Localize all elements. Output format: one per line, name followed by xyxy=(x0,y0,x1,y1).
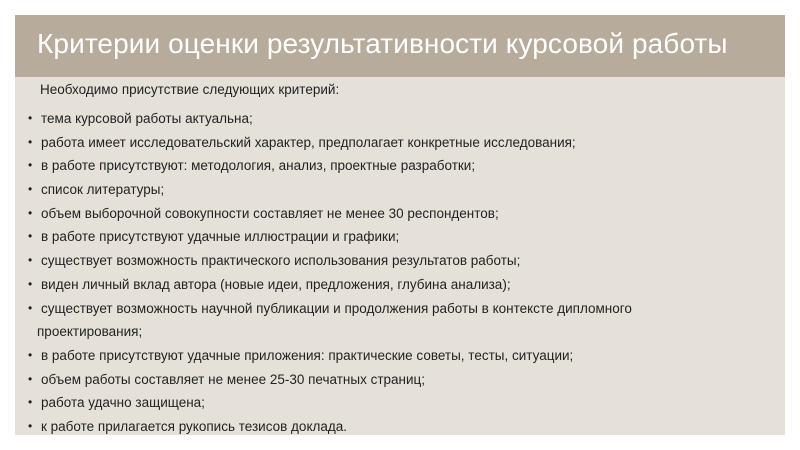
criterion-text: работа удачно защищена; xyxy=(41,395,205,411)
bullet-icon: • xyxy=(28,418,33,433)
criterion-text: работа имеет исследовательский характер, предполагает конкретные исследования; xyxy=(41,134,576,150)
bullet-icon: • xyxy=(28,158,33,173)
bullet-icon: • xyxy=(28,300,33,315)
list-item xyxy=(15,154,785,178)
criterion-continuation-text: проектирования; xyxy=(37,324,143,340)
criterion-text: к работе прилагается рукопись тезисов доклада. xyxy=(41,418,348,434)
list-item xyxy=(15,225,785,249)
bullet-icon: • xyxy=(28,111,33,125)
list-item xyxy=(15,178,785,202)
criterion-text: список литературы; xyxy=(41,182,165,198)
slide xyxy=(15,15,785,435)
bullet-icon: • xyxy=(28,134,33,149)
criterion-text: объем выборочной совокупности составляет не менее 30 респондентов; xyxy=(41,205,499,221)
criterion-text: существует возможность научной публикации и продолжения работы в контексте дипломного xyxy=(41,300,632,316)
bullet-icon: • xyxy=(28,182,33,197)
list-item xyxy=(15,415,785,439)
list-item xyxy=(15,107,785,131)
list-item xyxy=(15,249,785,273)
list-item xyxy=(15,202,785,226)
list-item xyxy=(15,344,785,368)
bullet-icon: • xyxy=(28,229,33,244)
bullet-icon: • xyxy=(28,276,33,291)
criterion-text: в работе присутствуют удачные иллюстрации и графики; xyxy=(41,229,400,245)
criterion-text: виден личный вклад автора (новые идеи, предложения, глубина анализа); xyxy=(41,276,511,292)
criterion-text: объем работы составляет не менее 25-30 печатных страниц; xyxy=(41,371,425,387)
criterion-text: тема курсовой работы актуальна; xyxy=(41,111,253,126)
bullet-icon: • xyxy=(28,253,33,268)
bullet-icon: • xyxy=(28,395,33,410)
criterion-text: существует возможность практического использования результатов работы; xyxy=(41,253,521,269)
criteria-list xyxy=(15,107,785,439)
list-item xyxy=(15,368,785,392)
list-item xyxy=(15,131,785,155)
criterion-text: в работе присутствуют: методология, анализ, проектные разработки; xyxy=(41,158,476,174)
intro-text: Необходимо присутствие следующих критерий: xyxy=(40,82,340,97)
list-item-continuation xyxy=(15,320,785,344)
title-bar xyxy=(15,15,785,77)
bullet-icon: • xyxy=(28,347,33,362)
list-item xyxy=(15,391,785,415)
criterion-text: в работе присутствуют удачные приложения: практические советы, тесты, ситуации; xyxy=(41,347,574,363)
list-item xyxy=(15,273,785,297)
bullet-icon: • xyxy=(28,205,33,220)
bullet-icon: • xyxy=(28,371,33,386)
list-item xyxy=(15,297,785,321)
slide-title: Критерии оценки результативности курсовой работы xyxy=(37,28,728,59)
